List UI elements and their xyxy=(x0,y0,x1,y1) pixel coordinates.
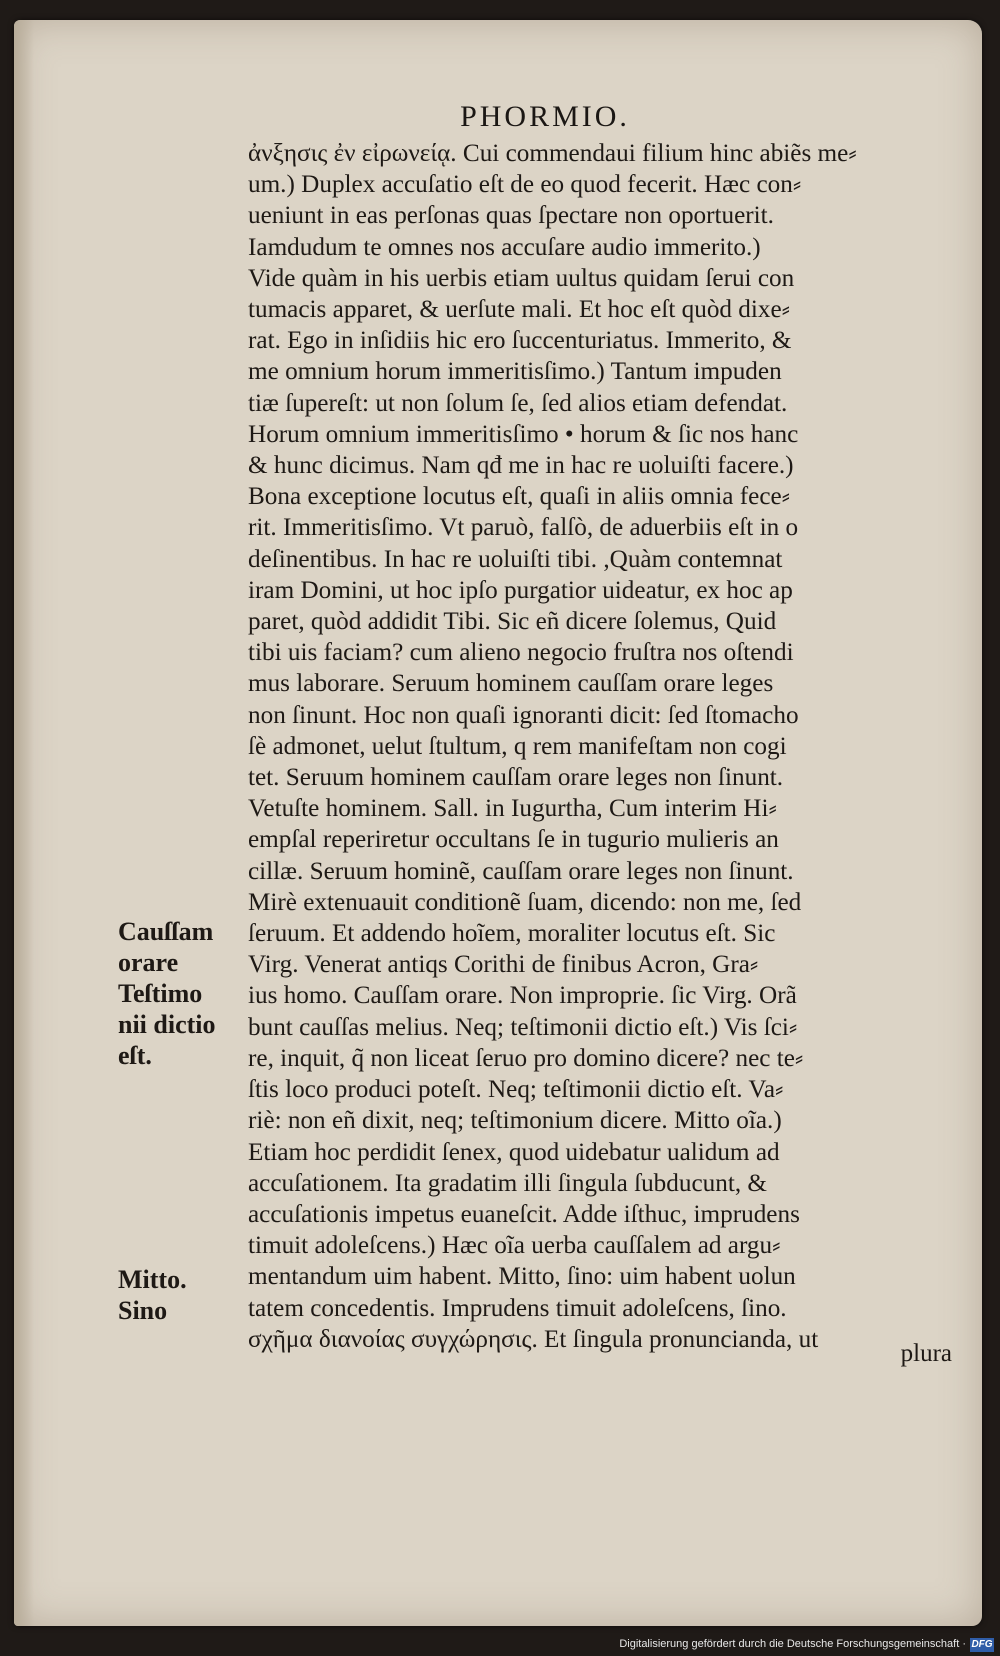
text-line: ſeruum. Et addendo hoĩem, moraliter locutus eſt. Sic xyxy=(248,920,776,948)
text-line: accuſationis impetus euaneſcit. Adde iſthuc, imprudens xyxy=(248,1200,800,1228)
text-line: ſtis loco produci poteſt. Neq; teſtimonii dictio eſt. Va⸗ xyxy=(248,1076,784,1104)
text-line: tiæ ſupereſt: ut non ſolum ſe, ſed alios etiam defendat. xyxy=(248,389,788,417)
margin-note-line: nii dictio xyxy=(118,1010,216,1039)
text-line: accuſationem. Ita gradatim illi ſingula ſubducunt, & xyxy=(248,1169,768,1197)
text-line: rat. Ego in inſidiis hic ero ſuccenturiatus. Immerito, & xyxy=(248,327,792,355)
text-line: cillæ. Seruum hominẽ, cauſſam orare leges non ſinunt. xyxy=(248,857,794,885)
text-line: σχῆμα διανοίας συγχώρησις. Et ſingula pronuncianda, ut xyxy=(248,1325,819,1353)
margin-note-line: orare xyxy=(118,948,179,977)
text-line: tatem concedentis. Imprudens timuit adoleſcens, ſino. xyxy=(248,1294,787,1322)
text-line: rit. Immeritisſimo. Vt paruò, falſò, de aduerbiis eſt in o xyxy=(248,514,799,542)
text-line: Horum omnium immeritisſimo • horum & ſic nos hanc xyxy=(248,420,799,448)
text-line: tibi uis faciam? cum alieno negocio fruſtra nos oſtendi xyxy=(248,639,794,667)
text-line: um.) Duplex accuſatio eſt de eo quod fecerit. Hæc con⸗ xyxy=(248,171,802,199)
text-line: Mirè extenuauit conditionẽ ſuam, dicendo: non me, ſed xyxy=(248,888,802,916)
body-text xyxy=(248,138,986,1355)
text-line: Bona exceptione locutus eſt, quaſi in aliis omnia fece⸗ xyxy=(248,483,791,511)
text-line: mus laborare. Seruum hominem cauſſam orare leges xyxy=(248,670,774,698)
text-line: paret, quòd addidit Tibi. Sic eñ dicere ſolemus, Quid xyxy=(248,608,777,636)
margin-note-causam-orare xyxy=(118,916,238,1071)
text-line: bunt cauſſas melius. Neq; teſtimonii dictio eſt.) Vis ſci⸗ xyxy=(248,1013,798,1041)
dfg-logo: DFG xyxy=(971,1639,993,1650)
text-line: ueniunt in eas perſonas quas ſpectare non oportuerit. xyxy=(248,202,774,230)
margin-note-line: Sino xyxy=(118,1296,168,1325)
text-line: Iamdudum te omnes nos accuſare audio immerito.) xyxy=(248,233,761,261)
text-line: deſinentibus. In hac re uoluiſti tibi. ,Quàm contemnat xyxy=(248,545,783,573)
text-line: iram Domini, ut hoc ipſo purgatior uideatur, ex hoc ap xyxy=(248,576,793,604)
margin-note-mitto-sino xyxy=(118,1264,238,1326)
margin-note-line: Teſtimo xyxy=(118,979,203,1008)
text-line: me omnium horum immeritisſimo.) Tantum impuden xyxy=(248,358,782,386)
margin-note-line: eſt. xyxy=(118,1041,152,1070)
text-line: timuit adoleſcens.) Hæc oĩa uerba cauſſalem ad argu⸗ xyxy=(248,1232,781,1260)
text-line: tumacis apparet, & uerſute mali. Et hoc eſt quòd dixe⸗ xyxy=(248,296,791,324)
text-line: ἀνξησις ἐν εἰρωνείᾳ. Cui commendaui filium hinc abiẽs me⸗ xyxy=(248,140,857,167)
running-head: PHORMIO. xyxy=(460,100,630,133)
catchword: plura xyxy=(900,1340,952,1367)
text-line: riè: non eñ dixit, neq; teſtimonium dicere. Mitto oĩa.) xyxy=(248,1107,782,1135)
text-line: tet. Seruum hominem cauſſam orare leges non ſinunt. xyxy=(248,764,784,792)
text-line: & hunc dicimus. Nam qđ me in hac re uoluiſti facere.) xyxy=(248,452,794,480)
text-line: Virg. Venerat antiqs Corithi de finibus Acron, Gra⸗ xyxy=(248,951,759,979)
margin-note-line: Mitto. xyxy=(118,1265,187,1294)
page-gutter-shadow xyxy=(14,20,34,1626)
text-line: non ſinunt. Hoc non quaſi ignoranti dicit: ſed ſtomacho xyxy=(248,701,799,729)
digitization-credit: Digitalisierung gefördert durch die Deutsche Forschungsgemeinschaft · xyxy=(619,1638,966,1650)
margin-note-line: Cauſſam xyxy=(118,917,214,946)
text-line: ſè admonet, uelut ſtultum, q rem manifeſtam non cogi xyxy=(248,732,787,760)
text-line: ius homo. Cauſſam orare. Non improprie. ſic Virg. Orã xyxy=(248,982,797,1010)
text-line: empſal reperiretur occultans ſe in tugurio mulieris an xyxy=(248,826,779,854)
text-line: Vide quàm in his uerbis etiam uultus quidam ſerui con xyxy=(248,264,795,292)
text-line: re, inquit, q̃ non liceat ſeruo pro domino dicere? nec te⸗ xyxy=(248,1044,804,1072)
text-line: Etiam hoc perdidit ſenex, quod uidebatur ualidum ad xyxy=(248,1138,780,1166)
text-line: Vetuſte hominem. Sall. in Iugurtha, Cum interim Hi⸗ xyxy=(248,795,777,823)
text-line: mentandum uim habent. Mitto, ſino: uim habent uolun xyxy=(248,1263,796,1291)
